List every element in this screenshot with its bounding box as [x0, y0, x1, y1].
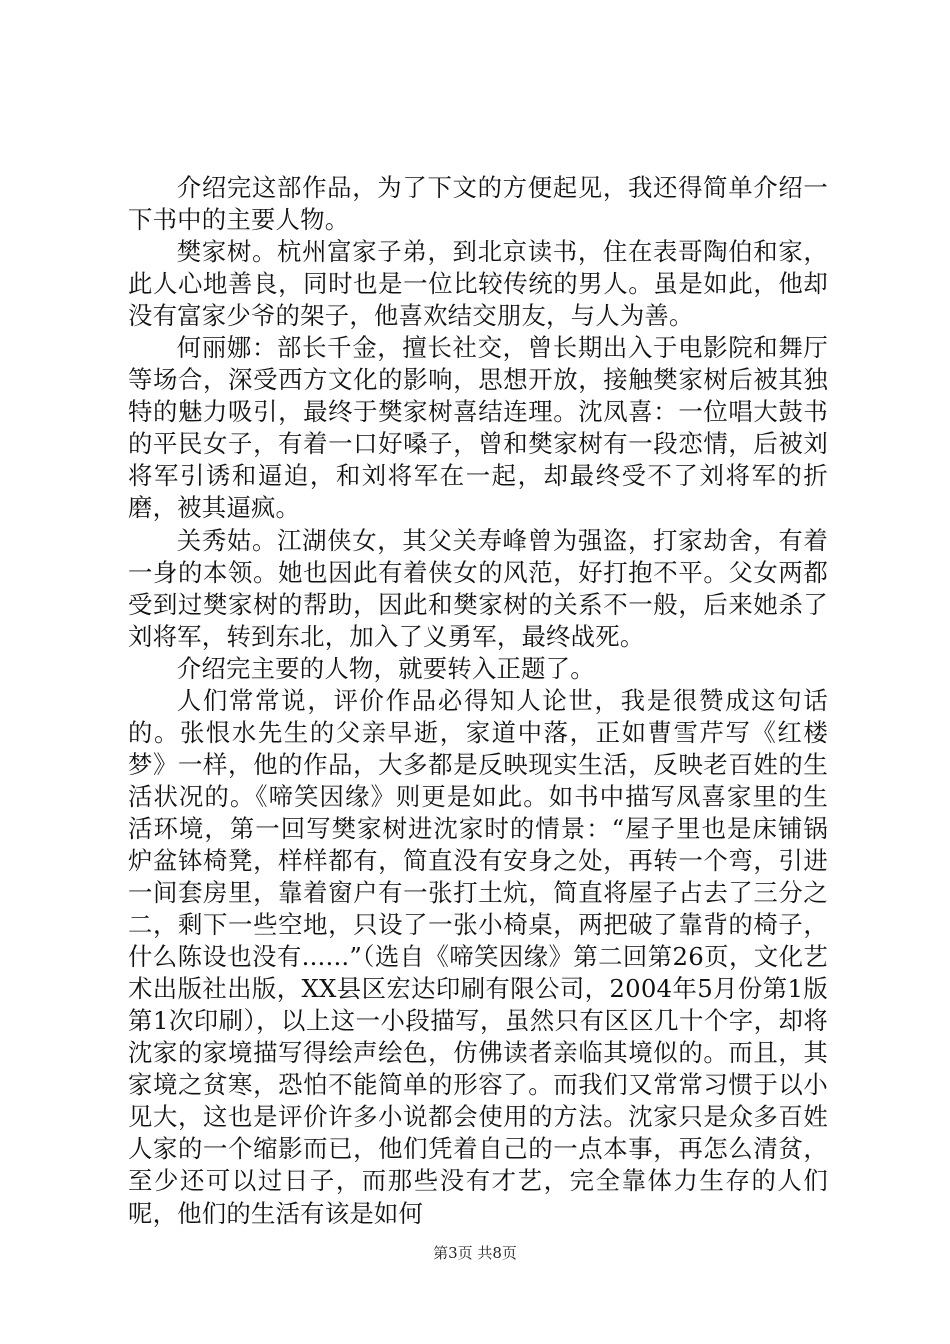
- page-number-footer: 第3页 共8页: [433, 1244, 517, 1262]
- paragraph-he-lina-shen-fengxi: 何丽娜：部长千金，擅长社交，曾长期出入于电影院和舞厅等场合，深受西方文化的影响，思想开放，接触樊家树后被其独特的魅力吸引，最终于樊家树喜结连理。沈凤喜：一位唱大鼓书的平民女子，有着一口好嗓子，曾和樊家树有一段恋情，后被刘将军引诱和逼迫，和刘将军在一起，却最终受不了刘将军的折磨，被其逼疯。: [128, 333, 828, 523]
- paragraph-analysis: 人们常常说，评价作品必得知人论世，我是很赞成这句话的。张恨水先生的父亲早逝，家道中落，正如曹雪芹写《红楼梦》一样，他的作品，大多都是反映现实生活，反映老百姓的生活状况的。《啼笑因缘》则更是如此。如书中描写凤喜家里的生活环境，第一回写樊家树进沈家时的情景：“屋子里也是床铺锅炉盆钵椅凳，样样都有，简直没有安身之处，再转一个弯，引进一间套房里，靠着窗户有一张打土炕，简直将屋子占去了三分之二，剩下一些空地，只设了一张小椅桌，两把破了靠背的椅子，什么陈设也没有......”（选自《啼笑因缘》第二回第26页，文化艺术出版社出版，XX县区宏达印刷有限公司，2004年5月份第1版第1次印刷），以上这一小段描写，虽然只有区区几十个字，却将沈家的家境描写得绘声绘色，仿佛读者亲临其境似的。而且，其家境之贫寒，恐怕不能简单的形容了。而我们又常常习惯于以小见大，这也是评价许多小说都会使用的方法。沈家只是众多百姓人家的一个缩影而已，他们凭着自己的一点本事，再怎么清贫，至少还可以过日子，而那些没有才艺，完全靠体力生存的人们呢，他们的生活有该是如何: [128, 685, 828, 1228]
- paragraph-guan-xiugu: 关秀姑。江湖侠女，其父关寿峰曾为强盗，打家劫舍，有着一身的本领。她也因此有着侠女的风范，好打抱不平。父女两都受到过樊家树的帮助，因此和樊家树的关系不一般，后来她杀了刘将军，转到东北，加入了义勇军，最终战死。: [128, 525, 828, 651]
- paragraph-intro: 介绍完这部作品，为了下文的方便起见，我还得简单介绍一下书中的主要人物。: [128, 173, 828, 235]
- paragraph-transition: 介绍完主要的人物，就要转入正题了。: [176, 653, 595, 683]
- body-text: [128, 172, 828, 1230]
- paragraph-fan-jiashu: 樊家树。杭州富家子弟，到北京读书，住在表哥陶伯和家，此人心地善良，同时也是一位比较传统的男人。虽是如此，他却没有富家少爷的架子，他喜欢结交朋友，与人为善。: [128, 237, 828, 331]
